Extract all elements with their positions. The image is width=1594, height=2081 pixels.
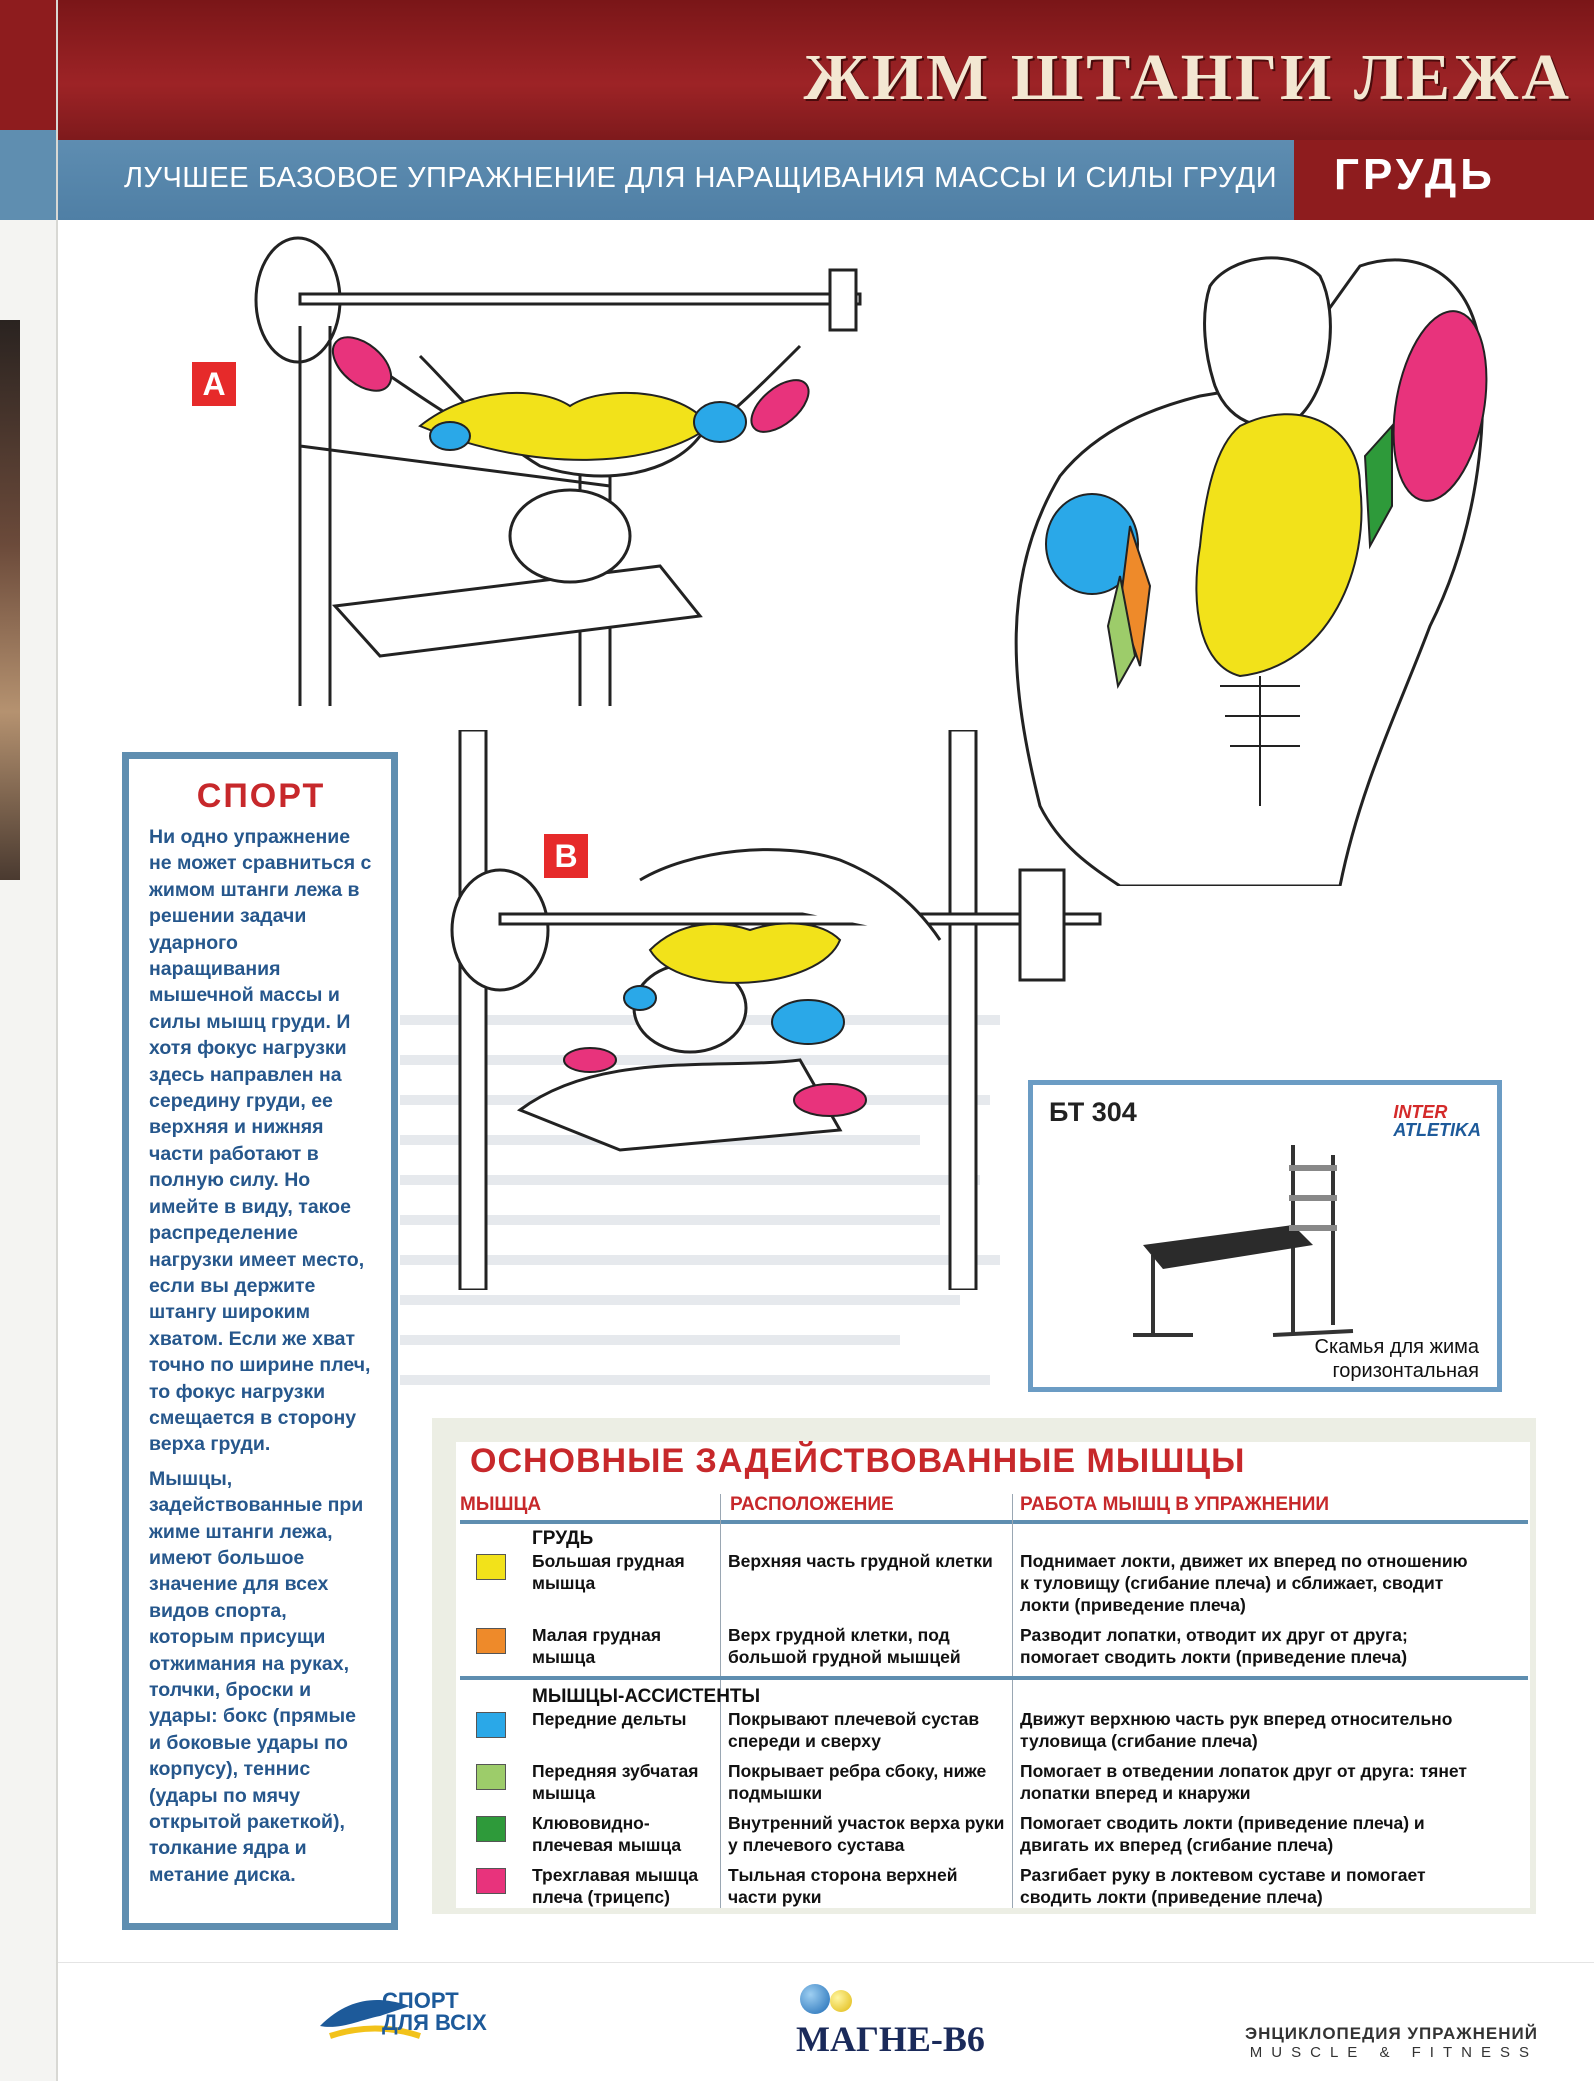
table-row-1-location: Верхняя часть грудной клетки: [728, 1551, 993, 1571]
table-row-2-work: Разводит лопатки, отводит их друг от друга; помогает сводить локти (приведение плеча): [1020, 1625, 1408, 1667]
swatch-blue: [476, 1712, 506, 1738]
product-caption-line-1: Скамья для жима: [1314, 1336, 1479, 1358]
swatch-dark-green: [476, 1816, 506, 1842]
table-row-1-work: Поднимает локти, движет их вперед по отношению к туловищу (сгибание плеча) и сближает, сводит локти (приведение плеча): [1020, 1551, 1468, 1615]
left-edge-red-band: [0, 0, 58, 130]
swatch-orange: [476, 1628, 506, 1654]
illustration-bench-press-a: [240, 236, 920, 706]
sport-logo-line-1: СПОРТ: [382, 1988, 459, 2013]
left-page-edge: [0, 0, 58, 2081]
table-row-6-location: Тыльная сторона верхней части руки: [728, 1865, 958, 1907]
page-title: ЖИМ ШТАНГИ ЛЕЖА: [803, 41, 1572, 114]
table-row-1-muscle: Большая грудная мышца: [532, 1551, 685, 1593]
left-edge-blue-band: [0, 130, 58, 220]
sport-info-box: [122, 752, 398, 1930]
product-caption-line-2: горизонтальная: [1332, 1360, 1479, 1382]
sport-paragraph-1: Ни одно упражнение не может сравниться с жимом штанги лежа в решении задачи ударного наращивания мышечной массы и силы мышц груди. И хотя фокус нагрузки здесь направлен на середину груди, ее верхняя и нижняя части работают в полную силу. Но имейте в виду, такое распределение нагрузки имеет место, если вы держите штангу широким хватом. Если же хват точно по ширине плеч, то фокус нагрузки смещается в сторону верха груди.: [149, 826, 372, 1456]
section-assistants: МЫШЦЫ-АССИСТЕНТЫ: [532, 1686, 761, 1707]
swatch-yellow: [476, 1554, 506, 1580]
product-caption: [1315, 1335, 1479, 1383]
label-a-badge: A: [192, 362, 236, 406]
sport-paragraph-2: Мышцы, задействованные при жиме штанги лежа, имеют большое значение для всех видов спорта, которым присущи отжимания на руках, толчки, броски и удары: бокс (прямые и боковые удары по корпусу), теннис (удары по мячу открытой ракеткой), толкание ядра и метание диска.: [149, 1467, 364, 1886]
brand-logo: [1393, 1103, 1481, 1139]
table-row-4-location: Покрывает ребра сбоку, ниже подмышки: [728, 1761, 987, 1803]
column-header-muscle: МЫШЦА: [460, 1494, 542, 1515]
swatch-pink: [476, 1868, 506, 1894]
table-row-2-muscle: Малая грудная мышца: [532, 1625, 662, 1667]
table-row-5-location: Внутренний участок верха руки у плечевого сустава: [728, 1813, 1005, 1855]
column-divider-2: [1012, 1494, 1013, 1908]
label-b-badge: B: [544, 834, 588, 878]
table-row-4-work: Помогает в отведении лопаток друг от друга: тянет лопатки вперед и кнаружи: [1020, 1761, 1467, 1803]
brand-bottom: ATLETIKA: [1393, 1120, 1481, 1140]
section-chest: ГРУДЬ: [532, 1528, 594, 1549]
section-rule: [460, 1676, 1528, 1680]
table-row-5-muscle: Клювовидно-плечевая мышца: [532, 1813, 682, 1855]
table-row-6-muscle: Трехглавая мышца плеча (трицепс): [532, 1865, 699, 1907]
table-row-3-muscle: Передние дельты: [532, 1709, 687, 1729]
category-label: ГРУДЬ: [1334, 150, 1496, 199]
table-row-2-location: Верх грудной клетки, под большой грудной мышцей: [728, 1625, 961, 1667]
magne-b6-logo: МАГНЕ-B6: [796, 2019, 985, 2059]
column-header-location: РАСПОЛОЖЕНИЕ: [730, 1494, 894, 1515]
footer-encyclopedia: ЭНЦИКЛОПЕДИЯ УПРАЖНЕНИЙ: [1245, 2024, 1538, 2043]
swatch-light-green: [476, 1764, 506, 1790]
table-row-5-work: Помогает сводить локти (приведение плеча) и двигать их вперед (сгибание плеча): [1020, 1813, 1425, 1855]
page-subtitle: ЛУЧШЕЕ БАЗОВОЕ УПРАЖНЕНИЕ ДЛЯ НАРАЩИВАНИЯ МАССЫ И СИЛЫ ГРУДИ: [124, 162, 1278, 194]
magne-logo-ball-icon: [800, 1984, 830, 2014]
left-edge-photo-strip: [0, 320, 20, 880]
sport-text: [149, 824, 373, 1888]
sport-title: СПОРТ: [196, 777, 326, 815]
brand-top: INTER: [1393, 1102, 1448, 1122]
footer-magazine: MUSCLE & FITNESS: [1249, 2044, 1538, 2061]
table-row-6-work: Разгибает руку в локтевом суставе и помогает сводить локти (приведение плеча): [1020, 1865, 1426, 1907]
column-header-work: РАБОТА МЫШЦ В УПРАЖНЕНИИ: [1020, 1494, 1330, 1515]
table-header-rule: [460, 1520, 1528, 1524]
table-row-3-location: Покрывают плечевой сустав спереди и сверху: [728, 1709, 980, 1751]
sport-logo-line-2: ДЛЯ ВСІХ: [382, 2010, 487, 2035]
bench-product-image: [1113, 1135, 1373, 1345]
magne-logo-ball-small-icon: [830, 1990, 852, 2012]
product-name: БТ 304: [1049, 1097, 1137, 1127]
table-row-4-muscle: Передняя зубчатая мышца: [532, 1761, 699, 1803]
illustration-anatomy-torso: [1000, 246, 1500, 886]
product-box: [1028, 1080, 1502, 1392]
table-row-3-work: Движут верхнюю часть рук вперед относительно туловища (сгибание плеча): [1020, 1709, 1453, 1751]
muscles-table-title: ОСНОВНЫЕ ЗАДЕЙСТВОВАННЫЕ МЫШЦЫ: [470, 1442, 1246, 1480]
sport-for-all-logo-text: [382, 1990, 487, 2034]
